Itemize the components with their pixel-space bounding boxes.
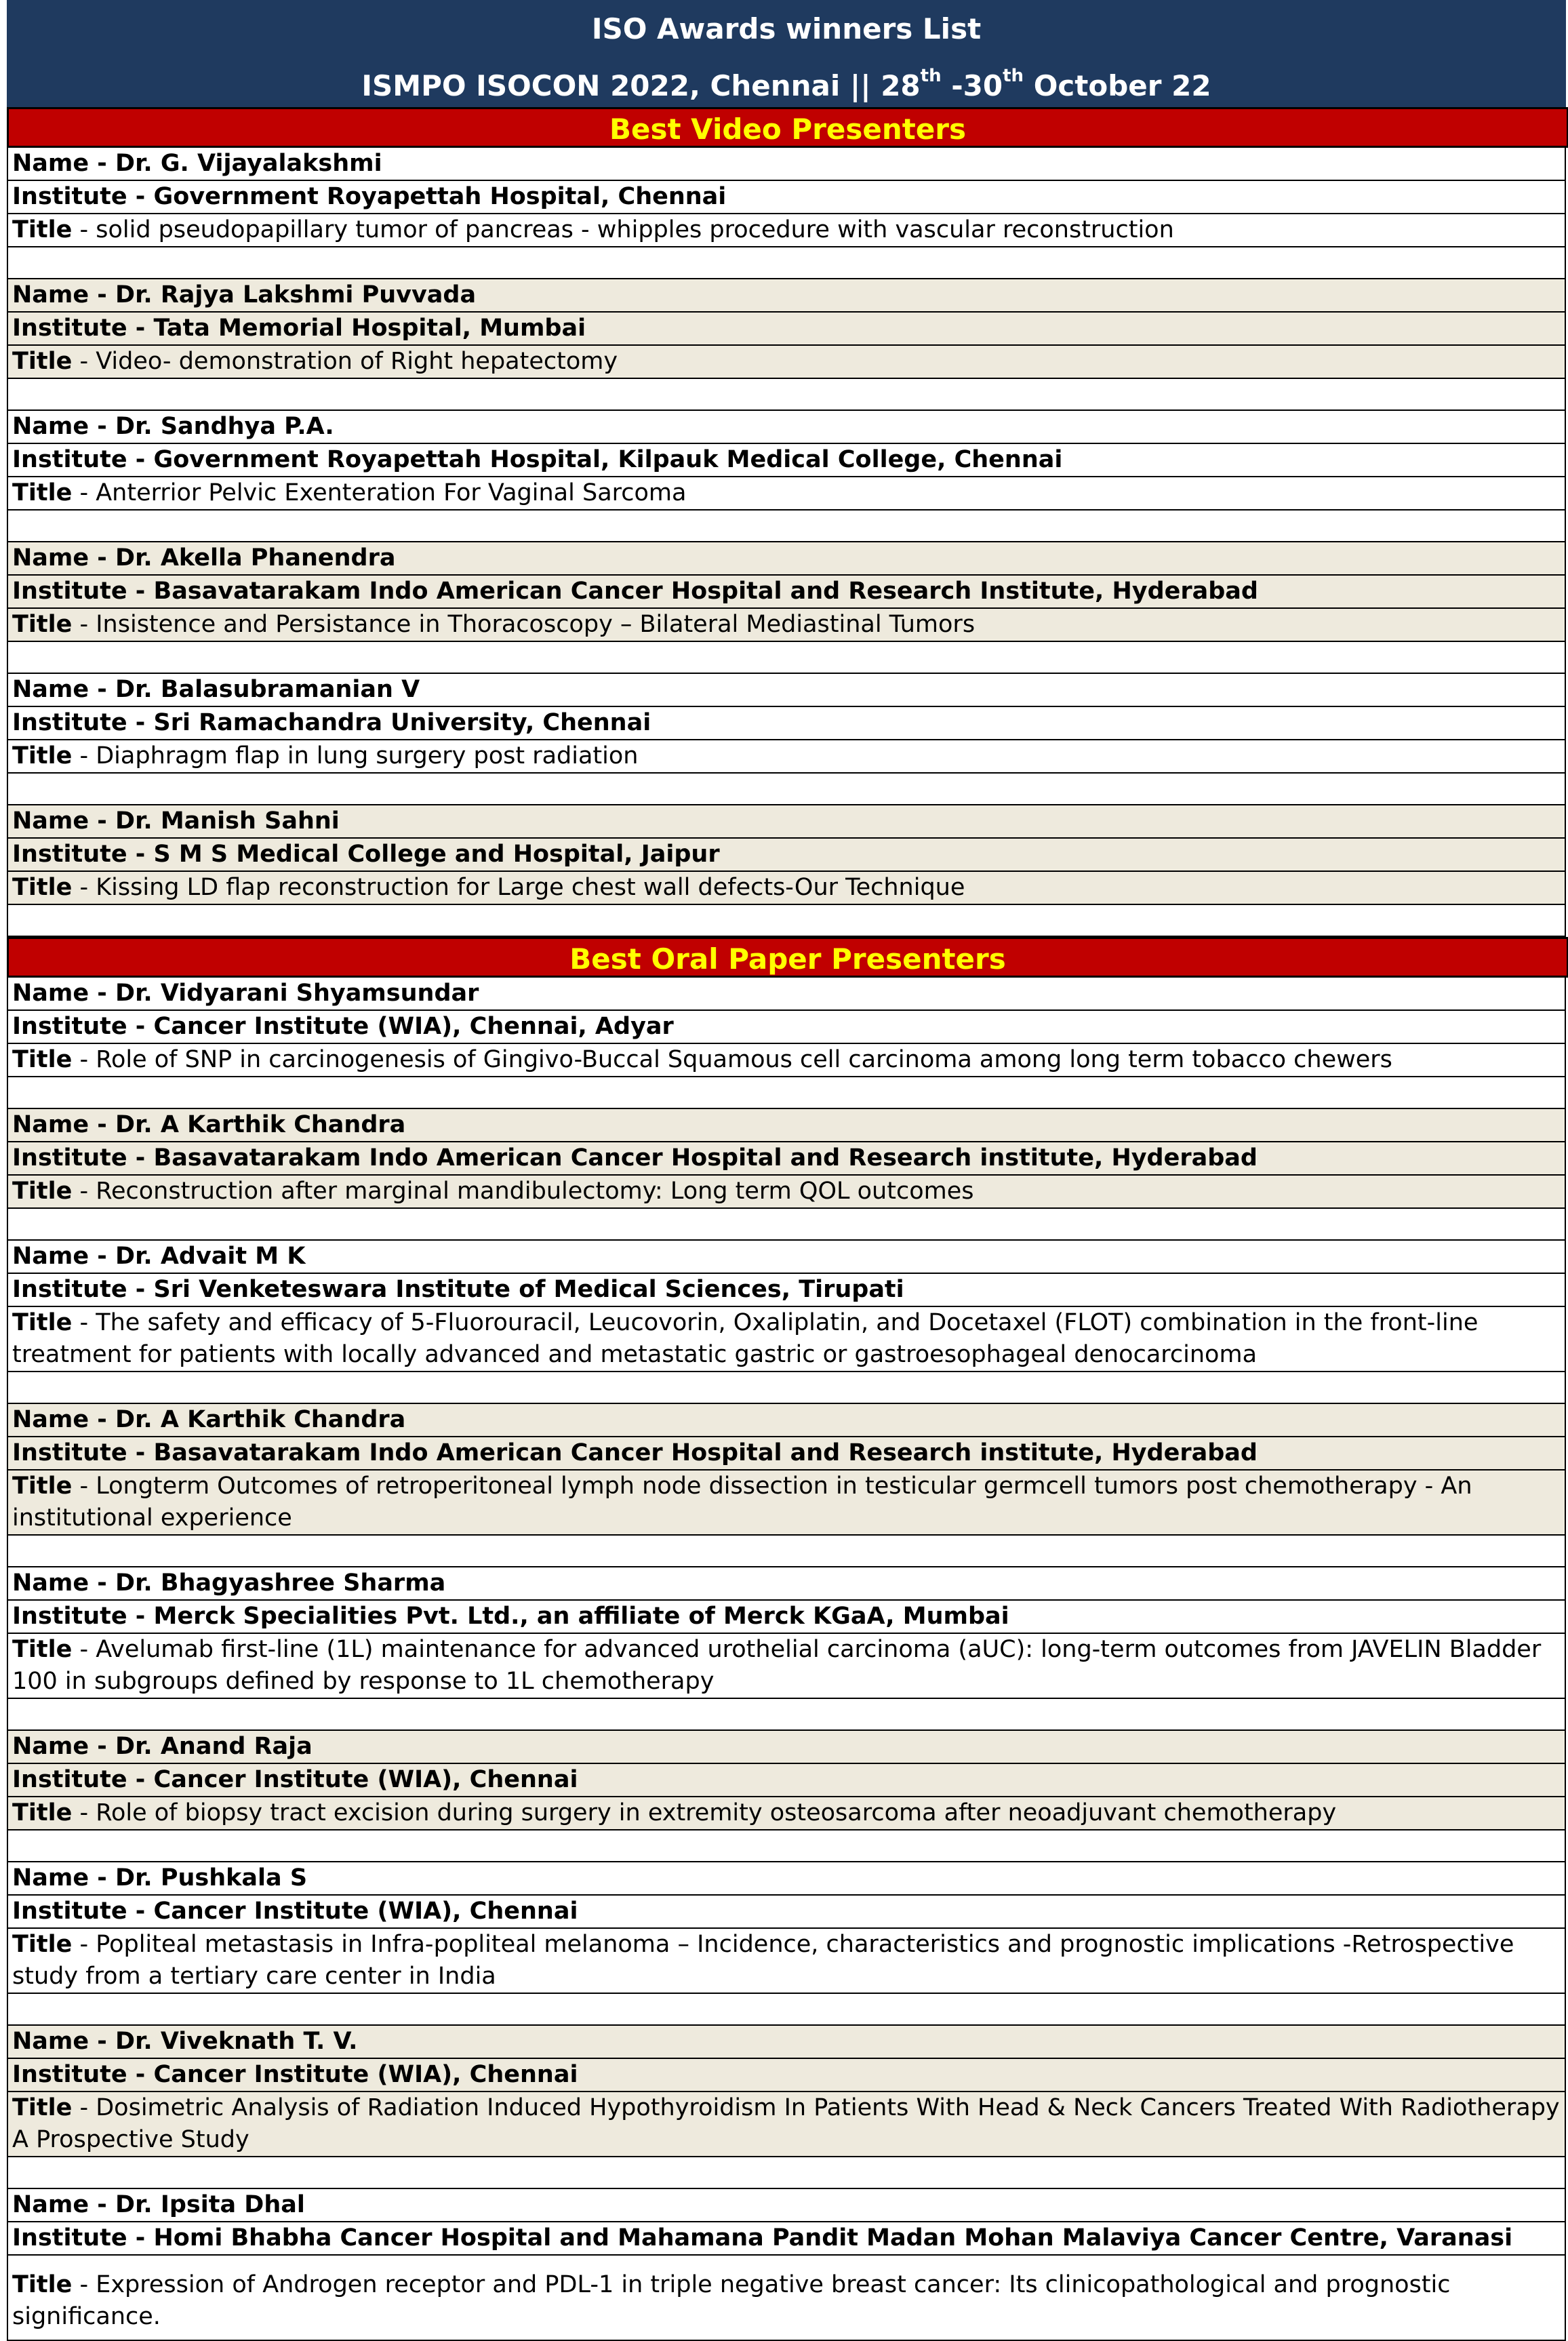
institute-value: Merck Specialities Pvt. Ltd., an affiliate of Merck KGaA, Mumbai [153, 1603, 1009, 1630]
title-value: - Expression of Androgen receptor and PDL-1 in triple negative breast cancer: Its clinicopathological and prognostic significance. [12, 2271, 1451, 2330]
institute-value: Sri Ramachandra University, Chennai [153, 709, 651, 736]
entry-name [7, 1241, 1566, 1274]
title-label: Title [12, 1178, 73, 1205]
subtitle-part: ISMPO ISOCON 2022, Chennai || 28 [361, 69, 921, 102]
title-label: Title [12, 348, 73, 375]
name-value: Dr. Anand Raja [115, 1733, 313, 1760]
entry-institute [7, 1601, 1566, 1634]
name-label: Name - [12, 150, 116, 177]
title-label: Title [12, 2094, 73, 2121]
institute-label: Institute - [12, 446, 154, 473]
institute-label: Institute - [12, 578, 154, 605]
entry-institute [7, 2222, 1566, 2256]
name-value: Dr. A Karthik Chandra [115, 1406, 406, 1433]
title-label: Title [12, 1799, 73, 1826]
entry-title [7, 214, 1566, 247]
spacer-row [7, 642, 1566, 674]
institute-label: Institute - [12, 2224, 154, 2252]
name-label: Name - [12, 544, 116, 572]
entry-title [7, 1307, 1566, 1372]
spacer-row [7, 2157, 1566, 2189]
subtitle-sup: th [1003, 66, 1024, 86]
institute-label: Institute - [12, 1439, 154, 1466]
institute-value: Tata Memorial Hospital, Mumbai [153, 315, 586, 342]
spacer-row [7, 511, 1566, 542]
entry-name [7, 1862, 1566, 1896]
entry-title [7, 1929, 1566, 1994]
entry-title [7, 1176, 1566, 1209]
spacer-row [7, 379, 1566, 411]
subtitle-part: -30 [941, 69, 1003, 102]
name-label: Name - [12, 413, 116, 440]
entry-name [7, 279, 1566, 313]
title-value: - Anterrior Pelvic Exenteration For Vaginal Sarcoma [72, 479, 687, 506]
spacer-row [7, 1994, 1566, 2026]
institute-value: Government Royapettah Hospital, Kilpauk Medical College, Chennai [153, 446, 1063, 473]
name-label: Name - [12, 807, 116, 835]
awards-sheet [7, 0, 1566, 2341]
institute-value: Cancer Institute (WIA), Chennai [153, 1766, 578, 1793]
entry-institute [7, 707, 1566, 740]
institute-label: Institute - [12, 1603, 154, 1630]
institute-value: S M S Medical College and Hospital, Jaipur [153, 841, 720, 868]
institute-value: Basavatarakam Indo American Cancer Hospital and Research institute, Hyderabad [153, 1439, 1258, 1466]
page-subtitle [7, 58, 1566, 107]
institute-label: Institute - [12, 1276, 154, 1303]
entry-name [7, 1731, 1566, 1764]
title-label: Title [12, 611, 73, 638]
spacer-row [7, 1699, 1566, 1731]
institute-value: Cancer Institute (WIA), Chennai [153, 1898, 578, 1925]
sections-container [7, 107, 1566, 2341]
title-value: - Avelumab first-line (1L) maintenance for advanced urothelial carcinoma (aUC): long-term outcomes from JAVELIN Bladder 100 in subgroups defined by response to 1L chemotherapy [12, 1636, 1542, 1695]
entry-institute [7, 181, 1566, 214]
sheet-header [7, 0, 1566, 107]
institute-value: Cancer Institute (WIA), Chennai, Adyar [153, 1013, 674, 1040]
entry-institute [7, 1142, 1566, 1176]
entry-title [7, 740, 1566, 774]
name-value: Dr. Bhagyashree Sharma [115, 1569, 446, 1597]
spacer-row [7, 1830, 1566, 1862]
entry-institute [7, 1011, 1566, 1044]
title-label: Title [12, 2271, 73, 2298]
entry-name [7, 978, 1566, 1011]
title-value: - solid pseudopapillary tumor of pancreas - whipples procedure with vascular reconstruction [72, 216, 1174, 243]
institute-value: Homi Bhabha Cancer Hospital and Mahamana Pandit Madan Mohan Malaviya Cancer Centre, Varanasi [153, 2224, 1513, 2252]
name-value: Dr. Ipsita Dhal [115, 2191, 305, 2218]
name-value: Dr. Rajya Lakshmi Puvvada [115, 281, 477, 308]
entry-title [7, 1470, 1566, 1536]
title-value: - Reconstruction after marginal mandibulectomy: Long term QOL outcomes [72, 1178, 974, 1205]
institute-label: Institute - [12, 841, 154, 868]
title-label: Title [12, 1046, 73, 1073]
title-value: - Role of SNP in carcinogenesis of Gingivo-Buccal Squamous cell carcinoma among long term tobacco chewers [72, 1046, 1392, 1073]
title-value: - Video- demonstration of Right hepatectomy [72, 348, 618, 375]
entry-title [7, 477, 1566, 511]
entry-title [7, 2256, 1566, 2341]
institute-label: Institute - [12, 1898, 154, 1925]
title-label: Title [12, 1931, 73, 1958]
entry-name [7, 542, 1566, 576]
institute-value: Sri Venketeswara Institute of Medical Sciences, Tirupati [153, 1276, 904, 1303]
spacer-row [7, 1372, 1566, 1404]
entry-institute [7, 1437, 1566, 1470]
name-value: Dr. Viveknath T. V. [115, 2028, 358, 2055]
entry-name [7, 2026, 1566, 2059]
title-value: - Dosimetric Analysis of Radiation Induced Hypothyroidism In Patients With Head & Neck Cancers Treated With Radiotherapy A Prospective Study [12, 2094, 1560, 2153]
name-label: Name - [12, 281, 116, 308]
title-label: Title [12, 216, 73, 243]
name-label: Name - [12, 1569, 116, 1597]
title-label: Title [12, 1473, 73, 1500]
entry-institute [7, 1764, 1566, 1797]
institute-value: Basavatarakam Indo American Cancer Hospital and Research Institute, Hyderabad [153, 578, 1258, 605]
entry-title [7, 1797, 1566, 1830]
entry-name [7, 2189, 1566, 2222]
title-value: - Role of biopsy tract excision during surgery in extremity osteosarcoma after neoadjuvant chemotherapy [72, 1799, 1337, 1826]
name-label: Name - [12, 1111, 116, 1138]
title-value: - Diaphragm flap in lung surgery post radiation [72, 742, 639, 769]
title-label: Title [12, 742, 73, 769]
entry-title [7, 872, 1566, 905]
name-label: Name - [12, 1243, 116, 1270]
spacer-row [7, 774, 1566, 805]
title-label: Title [12, 1309, 73, 1336]
name-value: Dr. Pushkala S [115, 1864, 308, 1892]
name-value: Dr. Manish Sahni [115, 807, 340, 835]
spacer-row [7, 1077, 1566, 1109]
name-label: Name - [12, 676, 116, 703]
entry-name [7, 1109, 1566, 1142]
title-value: - Longterm Outcomes of retroperitoneal lymph node dissection in testicular germcell tumors post chemotherapy - An institutional experience [12, 1473, 1472, 1532]
institute-value: Government Royapettah Hospital, Chennai [153, 183, 727, 210]
name-value: Dr. Balasubramanian V [115, 676, 420, 703]
institute-label: Institute - [12, 709, 154, 736]
entry-name [7, 1567, 1566, 1601]
title-label: Title [12, 479, 73, 506]
name-label: Name - [12, 2191, 116, 2218]
name-value: Dr. Vidyarani Shyamsundar [115, 980, 479, 1007]
entry-title [7, 1634, 1566, 1699]
subtitle-sup: th [920, 66, 942, 86]
institute-label: Institute - [12, 2061, 154, 2088]
section-heading: Best Oral Paper Presenters [7, 937, 1568, 978]
spacer-row [7, 1209, 1566, 1241]
title-label: Title [12, 1636, 73, 1663]
name-value: Dr. Sandhya P.A. [115, 413, 334, 440]
name-label: Name - [12, 2028, 116, 2055]
title-value: - The safety and efficacy of 5-Fluorouracil, Leucovorin, Oxaliplatin, and Docetaxel (FLOT) combination in the front-line treatment for patients with locally advanced and metastatic gastric or gastroesophageal denocarcinoma [12, 1309, 1479, 1368]
entry-name [7, 411, 1566, 444]
entry-institute [7, 576, 1566, 609]
entry-name [7, 674, 1566, 707]
institute-label: Institute - [12, 183, 154, 210]
name-label: Name - [12, 1733, 116, 1760]
entry-title [7, 2092, 1566, 2157]
spacer-row [7, 247, 1566, 279]
spacer-row [7, 905, 1566, 937]
entry-title [7, 1044, 1566, 1077]
entry-institute [7, 839, 1566, 872]
entry-title [7, 346, 1566, 379]
institute-label: Institute - [12, 1013, 154, 1040]
entry-name [7, 805, 1566, 839]
spacer-row [7, 1536, 1566, 1567]
title-label: Title [12, 874, 73, 901]
subtitle-part: October 22 [1024, 69, 1211, 102]
name-value: Dr. A Karthik Chandra [115, 1111, 406, 1138]
name-label: Name - [12, 1864, 116, 1892]
title-value: - Popliteal metastasis in Infra-popliteal melanoma – Incidence, characteristics and prognostic implications -Retrospective study from a tertiary care center in India [12, 1931, 1514, 1990]
name-value: Dr. Advait M K [115, 1243, 306, 1270]
name-value: Dr. G. Vijayalakshmi [115, 150, 382, 177]
institute-value: Basavatarakam Indo American Cancer Hospital and Research institute, Hyderabad [153, 1144, 1258, 1172]
name-value: Dr. Akella Phanendra [115, 544, 396, 572]
institute-value: Cancer Institute (WIA), Chennai [153, 2061, 578, 2088]
institute-label: Institute - [12, 1144, 154, 1172]
institute-label: Institute - [12, 315, 154, 342]
entry-institute [7, 2059, 1566, 2092]
title-value: - Kissing LD flap reconstruction for Large chest wall defects-Our Technique [72, 874, 965, 901]
section-heading: Best Video Presenters [7, 107, 1568, 148]
page-title: ISO Awards winners List [591, 12, 982, 45]
title-value: - Insistence and Persistance in Thoracoscopy – Bilateral Mediastinal Tumors [72, 611, 976, 638]
entry-name [7, 148, 1566, 181]
name-label: Name - [12, 980, 116, 1007]
name-label: Name - [12, 1406, 116, 1433]
entry-title [7, 609, 1566, 642]
entry-institute [7, 1896, 1566, 1929]
entry-name [7, 1404, 1566, 1437]
institute-label: Institute - [12, 1766, 154, 1793]
entry-institute [7, 444, 1566, 477]
entry-institute [7, 1274, 1566, 1307]
entry-institute [7, 313, 1566, 346]
